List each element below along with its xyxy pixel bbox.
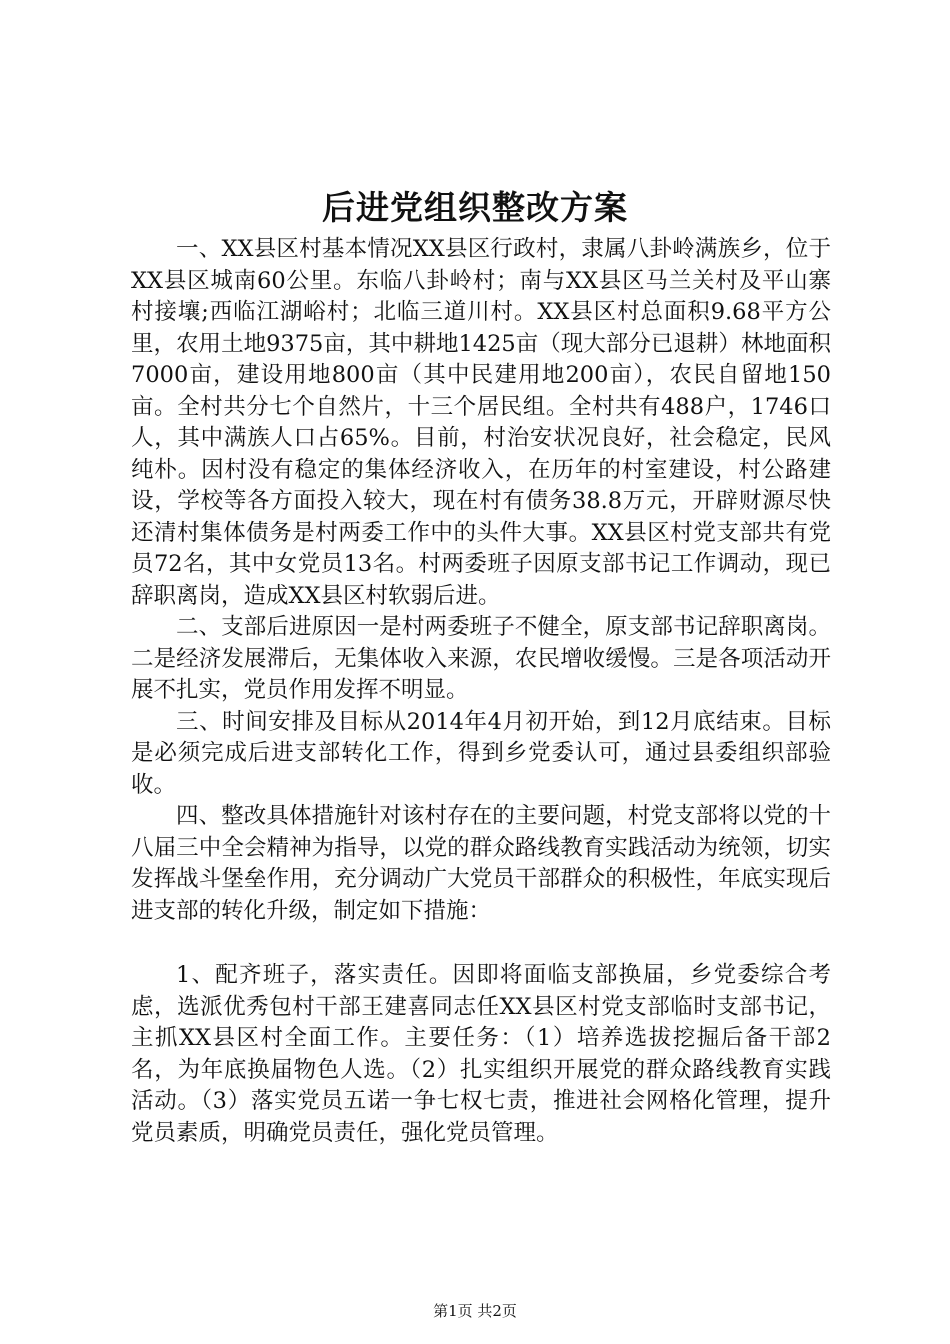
paragraph-reasons: 二、支部后进原因一是村两委班子不健全，原支部书记辞职离岗。二是经济发展滞后，无集体收入来源，农民增收缓慢。三是各项活动开展不扎实，党员作用发挥不明显。 xyxy=(131,614,831,703)
paragraph-schedule-goals: 三、时间安排及目标从2014年4月初开始，到12月底结束。目标是必须完成后进支部转化工作，得到乡党委认可，通过县委组织部验收。 xyxy=(131,708,831,798)
paragraph-spacer xyxy=(131,927,831,960)
paragraph-basic-situation: 一、XX县区村基本情况XX县区行政村，隶属八卦岭满族乡，位于XX县区城南60公里。东临八卦岭村；南与XX县区马兰关村及平山寨村接壤;西临江湖峪村；北临三道川村。XX县区村总面积9.68平方公里，农用土地9375亩，其中耕地1425亩（现大部分已退耕）林地面积7000亩，建设用地800亩（其中民建用地200亩），农民自留地150亩。全村共分七个自然片，十三个居民组。全村共有488户，1746口人，其中满族人口占65%。目前，村治安状况良好，社会稳定，民风纯朴。因村没有稳定的集体经济收入，在历年的村室建设，村公路建设，学校等各方面投入较大，现在村有债务38.8万元，开辟财源尽快还清村集体债务是村两委工作中的头件大事。XX县区村党支部共有党员72名，其中女党员13名。村两委班子因原支部书记工作调动，现已辞职离岗，造成XX县区村软弱后进。 xyxy=(131,236,831,609)
page-footer: 第1页 共2页 xyxy=(433,1302,517,1320)
paragraph-measures: 四、整改具体措施针对该村存在的主要问题，村党支部将以党的十八届三中全会精神为指导，以党的群众路线教育实践活动为统领，切实发挥战斗堡垒作用，充分调动广大党员干部群众的积极性，年底实现后进支部的转化升级，制定如下措施： xyxy=(131,803,831,924)
document-body xyxy=(131,234,831,1149)
page-title: 后进党组织整改方案 xyxy=(322,188,628,227)
paragraph-measure-1: 1、配齐班子，落实责任。因即将面临支部换届，乡党委综合考虑，选派优秀包村干部王建喜同志任XX县区村党支部临时支部书记，主抓XX县区村全面工作。主要任务：（1）培养选拔挖掘后备干部2名，为年底换届物色人选。（2）扎实组织开展党的群众路线教育实践活动。（3）落实党员五诺一争七权七责，推进社会网格化管理，提升党员素质，明确党员责任，强化党员管理。 xyxy=(131,962,831,1146)
